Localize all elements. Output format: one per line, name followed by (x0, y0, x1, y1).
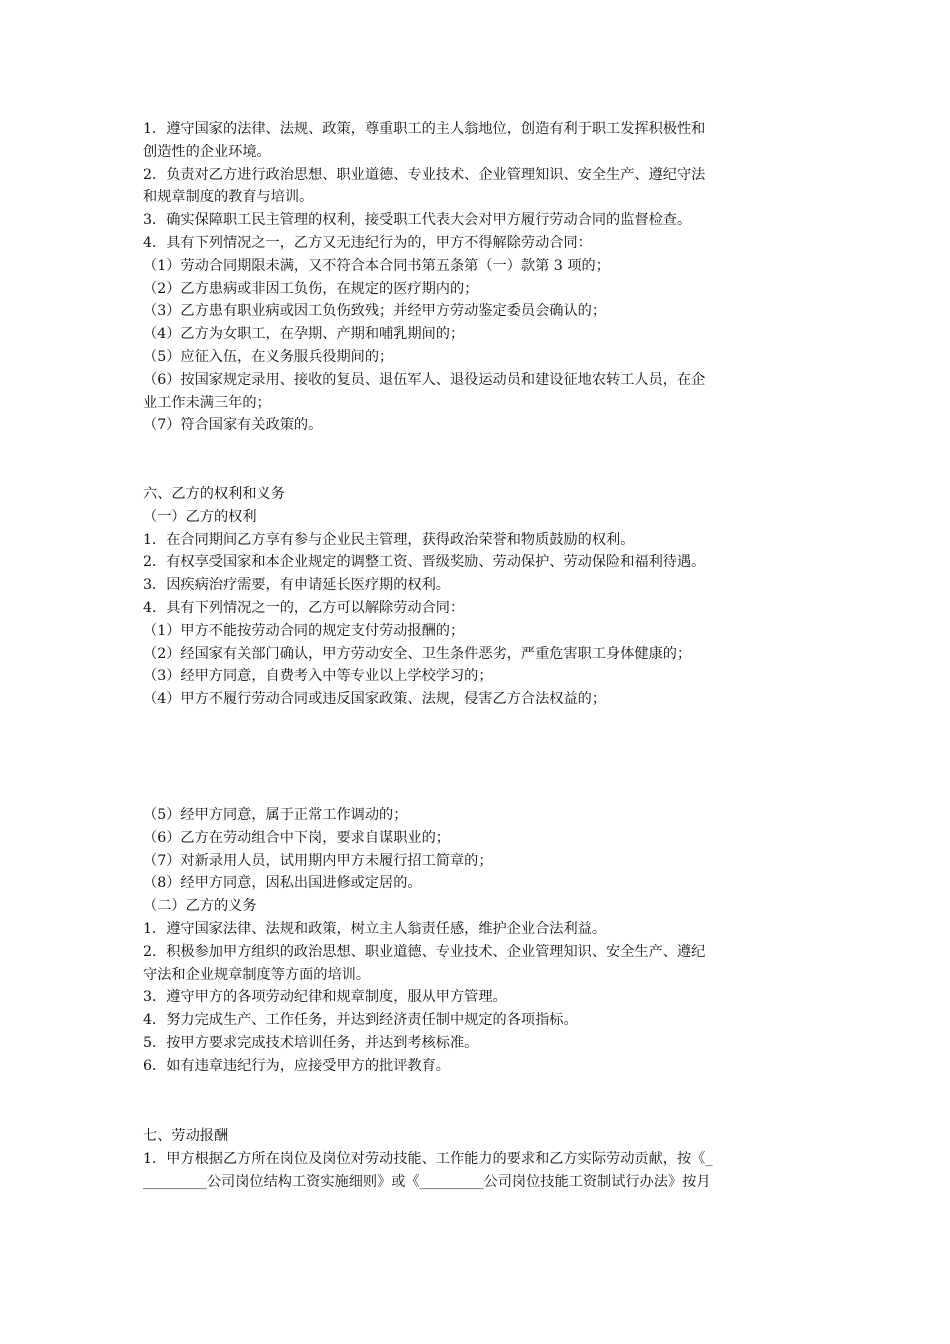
paragraph-line: 4．具有下列情况之一，乙方又无违纪行为的，甲方不得解除劳动合同： (143, 234, 592, 251)
paragraph-line: 1．甲方根据乙方所在岗位及岗位对劳动技能、工作能力的要求和乙方实际劳动贡献，按《_ (143, 1150, 713, 1167)
section6-continued (143, 804, 815, 1078)
paragraph-line: 2．积极参加甲方组织的政治思想、职业道德、专业技术、企业管理知识、安全生产、遵纪 (143, 943, 706, 960)
paragraph-line: 守法和企业规章制度等方面的培训。 (143, 966, 371, 983)
list-item: （5）经甲方同意，属于正常工作调动的； (143, 807, 408, 823)
list-item: （4）乙方为女职工，在孕期、产期和哺乳期间的； (143, 326, 465, 343)
paragraph-line: 6．如有违章违纪行为，应接受甲方的批评教育。 (143, 1057, 450, 1074)
paragraph-line: 和规章制度的教育与培训。 (143, 189, 314, 206)
paragraph-line: _________公司岗位结构工资实施细则》或《_________公司岗位技能工资制试行办法》按月 (143, 1173, 711, 1190)
paragraph-line: 2．负责对乙方进行政治思想、职业道德、专业技术、企业管理知识、安全生产、遵纪守法 (143, 166, 706, 183)
paragraph-line: 5．按甲方要求完成技术培训任务，并达到考核标准。 (143, 1034, 479, 1051)
list-item: （5）应征入伍，在义务服兵役期间的； (143, 348, 394, 365)
list-item: （1）劳动合同期限未满，又不符合本合同书第五条第（一）款第 3 项的； (143, 257, 610, 274)
paragraph-line: 3．因疾病治疗需要，有申请延长医疗期的权利。 (143, 577, 450, 594)
paragraph-line: 1．遵守国家法律、法规和政策，树立主人翁责任感，维护企业合法利益。 (143, 920, 607, 937)
subsection-heading: （一）乙方的权利 (143, 508, 257, 525)
paragraph-line: 3．确实保障职工民主管理的权利，接受职工代表大会对甲方履行劳动合同的监督检查。 (143, 212, 692, 229)
paragraph-line: 创造性的企业环境。 (143, 143, 271, 160)
paragraph-line: 1．在合同期间乙方享有参与企业民主管理，获得政治荣誉和物质鼓励的权利。 (143, 531, 635, 548)
section-heading: 七、劳动报酬 (143, 1128, 229, 1144)
list-item: （8）经甲方同意，因私出国进修或定居的。 (143, 875, 422, 892)
list-item: （7）对新录用人员，试用期内甲方未履行招工简章的； (143, 852, 493, 869)
list-item: （7）符合国家有关政策的。 (143, 417, 323, 434)
section-heading: 六、乙方的权利和义务 (143, 486, 285, 502)
list-item: （2）经国家有关部门确认，甲方劳动安全、卫生条件恶劣，严重危害职工身体健康的； (143, 645, 692, 662)
list-item: （1）甲方不能按劳动合同的规定支付劳动报酬的； (143, 622, 465, 639)
paragraph-line: 1．遵守国家的法律、法规、政策，尊重职工的主人翁地位，创造有利于职工发挥积极性和 (143, 121, 706, 137)
list-item: 业工作未满三年的； (143, 394, 271, 411)
section7-remuneration (143, 1125, 815, 1193)
list-item: （3）经甲方同意，自费考入中等专业以上学校学习的； (143, 668, 493, 685)
list-item: （4）甲方不履行劳动合同或违反国家政策、法规，侵害乙方合法权益的； (143, 691, 607, 708)
paragraph-line: 4．努力完成生产、工作任务，并达到经济责任制中规定的各项指标。 (143, 1012, 578, 1029)
paragraph-line: 3．遵守甲方的各项劳动纪律和规章制度，服从甲方管理。 (143, 989, 507, 1006)
list-item: （6）按国家规定录用、接收的复员、退伍军人、退役运动员和建设征地农转工人员，在企 (143, 371, 706, 388)
paragraph-line: 4．具有下列情况之一的，乙方可以解除劳动合同： (143, 599, 465, 616)
paragraph-line: 2．有权享受国家和本企业规定的调整工资、晋级奖励、劳动保护、劳动保险和福利待遇。 (143, 554, 706, 571)
list-item: （2）乙方患病或非因工负伤，在规定的医疗期内的； (143, 280, 479, 297)
subsection-heading: （二）乙方的义务 (143, 898, 257, 915)
list-item: （6）乙方在劳动组合中下岗，要求自谋职业的； (143, 829, 450, 846)
section5-employer-obligations (143, 118, 815, 437)
section6-employee-rights (143, 483, 815, 711)
list-item: （3）乙方患有职业病或因工负伤致残；并经甲方劳动鉴定委员会确认的； (143, 303, 607, 320)
